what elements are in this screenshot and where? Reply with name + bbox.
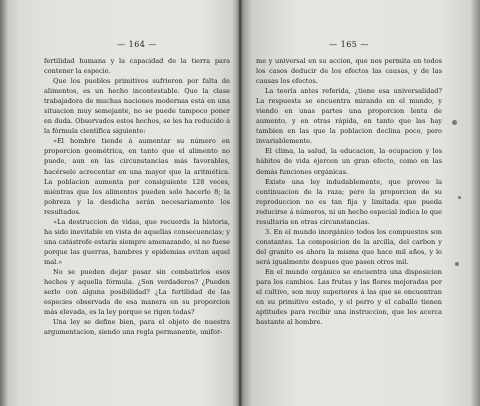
paragraph: 3. En el mundo inorgánico todos los compuestos son constantes. La composicion de la arcilla, del carbon y del granito es ahora la misma que hace mil años, y lo será igualmente despues que pasen otros mil. [256, 227, 442, 266]
paragraph: Una ley se define bien, para el objeto de nuestra argumentacion, siendo una regla permanente, unifor- [44, 318, 230, 337]
paragraph: Que los pueblos primitivos sufrieron por falta de alimentos, es un hecho incontestable. Que la clase trabajadora de muchas naciones modernas está en una situacion muy semejante, no se puede tampoco poner en duda. Observados estos hechos, se les ha reducido á la fórmula científica siguiente: [44, 77, 230, 136]
paragraph: me y universal en su accion, que nos permita en todos los casos deducir de los efectos las causas, y de las causas los efectos. [256, 57, 442, 86]
left-page [44, 0, 230, 406]
paragraph: El clima, la salud, la educacion, la ocupacion y los hábitos de vida ejercen un gran efecto, como en las demás funciones orgánicas. [256, 147, 442, 176]
page-number: — 164 — [117, 40, 157, 49]
ink-spot [455, 262, 459, 266]
page-body [256, 56, 442, 327]
ink-spot [452, 120, 457, 125]
page-number: — 165 — [329, 40, 369, 49]
ink-spot [458, 196, 461, 199]
paragraph: En el mundo orgánico se encuentra una disposicion para los cambios. Las frutas y las flores mejoradas por el cultivo, son muy superiores á las que se encuentran en su primitivo estado, y el perro y el caballo tienen aptitudes para recibir una instruccion, que les acerca bastante al hombre. [256, 267, 442, 327]
page-body [44, 56, 230, 337]
paragraph: No se pueden dejar pasar sin combatirlos esos hechos y aquella fórmula. ¿Son verdaderos? ¿Pueden serlo con alguna posibilidad? ¿La fertilidad de las especies observada de esa manera en su proporcion más elevada, es la ley porque se rigen todas? [44, 267, 230, 317]
paragraph: La teoría antes referida, ¿tiene esa universalidad? La respuesta se encuentra mirando en el mundo, y viendo en unas partes una proporcion lenta de aumento, y en otras rápida, en tanto que las hay tambien en las que la poblacion declina poco, pero invariablemente. [256, 87, 442, 146]
paragraph: »La destruccion de vidas, que recuerda la historia, ha sido inevitable en vista de aquellas consecuencias; y una catástrofe estaria siempre amenazando, si no fuese porque las guerras, hambres y epidemias evitan aquel mal.» [44, 217, 230, 266]
paragraph: Existe una ley indudablemente, que provee la continuacion de la raza; pero la proporcion de su reproduccion no es tan fija y limitada que pueda reducirse á números, ni un hecho especial indica lo que resultaria en otras circunstancias. [256, 177, 442, 226]
right-page [256, 0, 442, 406]
paragraph: fertilidad humana y la capacidad de la tierra para contener la especie. [44, 57, 230, 76]
paragraph: »El hombre tiende á aumentar su número en proporcion geométrica, en tanto que el alimento no puede, aun en las circunstancias más favorables, hacérsele acrecentar en una mayor que la aritmética. La poblacion aumenta por consiguiente 128 veces, miéntras que los alimentos pueden solo hacerlo 8; la pobreza y la desdicha serán necesariamente los resultados. [44, 137, 230, 216]
